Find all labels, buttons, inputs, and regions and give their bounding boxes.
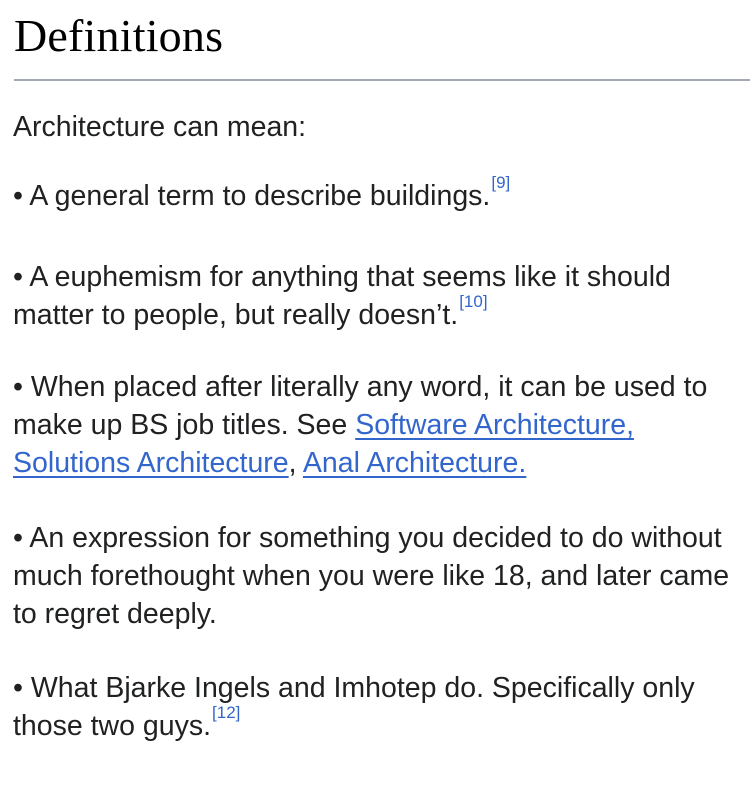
definition-item-3-text: • When placed after literally any word, it can be used to make up BS job titles. See: [13, 371, 708, 441]
definition-item-2-text: • A euphemism for anything that seems like it should matter to people, but really doesn’t.: [13, 261, 671, 331]
citation-link-10[interactable]: [10]: [459, 292, 488, 311]
definition-item-2: [13, 258, 743, 334]
definition-item-1-text: • A general term to describe buildings.: [13, 180, 491, 212]
solutions-architecture-link[interactable]: Solutions Architecture: [13, 447, 289, 479]
definition-item-4: [13, 519, 743, 633]
anal-architecture-link[interactable]: Anal Architecture.: [302, 447, 527, 479]
heading-divider: [14, 79, 750, 81]
definition-item-5: [13, 669, 743, 745]
citation-link-9[interactable]: [9]: [491, 173, 511, 192]
definition-item-3: [13, 368, 743, 482]
citation-link-12[interactable]: [12]: [212, 703, 241, 722]
section-heading: Definitions: [14, 10, 224, 61]
definition-item-1: [13, 173, 743, 215]
intro-text: Architecture can mean:: [13, 111, 307, 143]
software-architecture-link[interactable]: Software Architecture,: [355, 409, 634, 441]
definition-item-4-text: • An expression for something you decided to do without much forethought when you were like 18, and later came to regret deeply.: [13, 522, 730, 630]
link-separator: ,: [288, 447, 303, 479]
definition-item-5-text: • What Bjarke Ingels and Imhotep do. Specifically only those two guys.: [13, 672, 695, 742]
